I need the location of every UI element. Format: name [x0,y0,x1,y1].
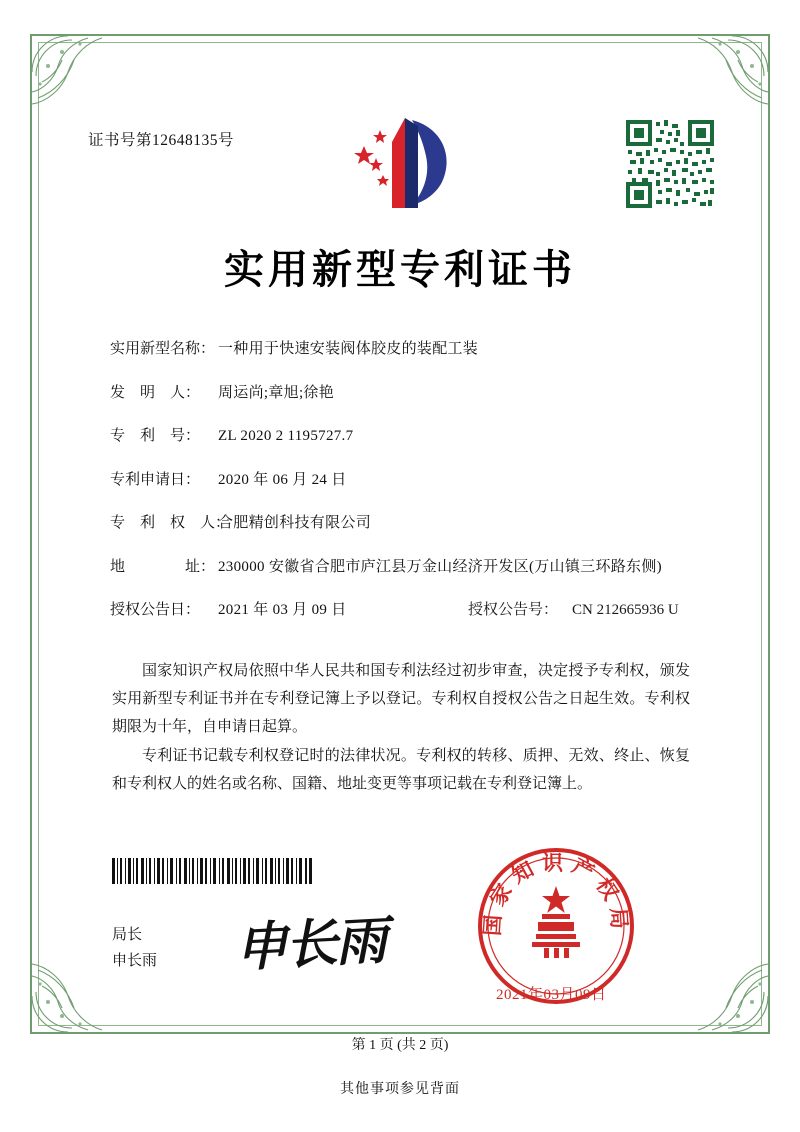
seal-date: 2021年03月09日 [496,987,607,1003]
page-number: 第 1 页 (共 2 页) [351,1038,449,1053]
signature-role: 局长 [112,927,143,943]
field-label: 发 明 人： [110,384,201,401]
field-value-grant-number: CN 212665936 U [572,602,679,618]
page-title: 实用新型专利证书 [224,246,576,293]
field-label: 实用新型名称： [110,341,216,357]
signature-name: 申长雨 [112,953,158,970]
field-value: 2020 年 06 月 24 日 [218,471,347,488]
certificate-number: 证书号第12648135号 [88,132,235,149]
official-seal [476,846,636,1006]
paragraph-1: 国家知识产权局依照中华人民共和国专利法经过初步审查，决定授予专利权，颁发实用新型专利证书并在专利登记簿上予以登记。专利权自授权公告之日起生效。专利权期限为十年，自申请日起算。 [112,663,690,735]
footer-note: 其他事项参见背面 [340,1082,460,1097]
barcode [112,858,312,884]
field-row-patent-number [110,425,710,448]
field-value: 一种用于快速安装阀体胶皮的装配工装 [218,341,479,357]
field-value: 合肥精创科技有限公司 [218,515,372,531]
field-label: 专利申请日： [110,471,201,488]
field-row-patentee [110,512,710,535]
field-label: 专 利 号： [110,428,201,444]
legal-text [112,658,690,801]
svg-text:国家知识产权局: 国家知识产权局 [479,850,633,937]
field-value: 230000 安徽省合肥市庐江县万金山经济开发区(万山镇三环路东侧) [218,558,662,575]
field-value: 周运尚;章旭;徐艳 [218,384,335,401]
paragraph-2: 专利证书记载专利权登记时的法律状况。专利权的转移、质押、无效、终止、恢复和专利权人的姓名或名称、国籍、地址变更等事项记载在专利登记簿上。 [112,748,690,792]
field-row-invention-name [110,338,710,361]
field-value-grant-date: 2021 年 03 月 09 日 [218,602,347,618]
field-label: 专 利 权 人： [110,515,231,531]
signature-block [112,922,157,975]
cnipa-logo-icon [350,112,460,217]
field-label: 地 址： [110,558,216,575]
field-list [110,338,710,643]
field-row-grant-announcement [110,599,710,622]
field-row-application-date [110,469,710,492]
handwritten-signature: 申长雨 [233,910,387,979]
field-value: ZL 2020 2 1195727.7 [218,428,354,444]
field-row-inventors [110,382,710,405]
field-label-grant-number: 授权公告号： [468,602,559,618]
field-row-address [110,556,710,579]
qr-code [624,118,716,210]
field-label-grant-date: 授权公告日： [110,602,201,618]
